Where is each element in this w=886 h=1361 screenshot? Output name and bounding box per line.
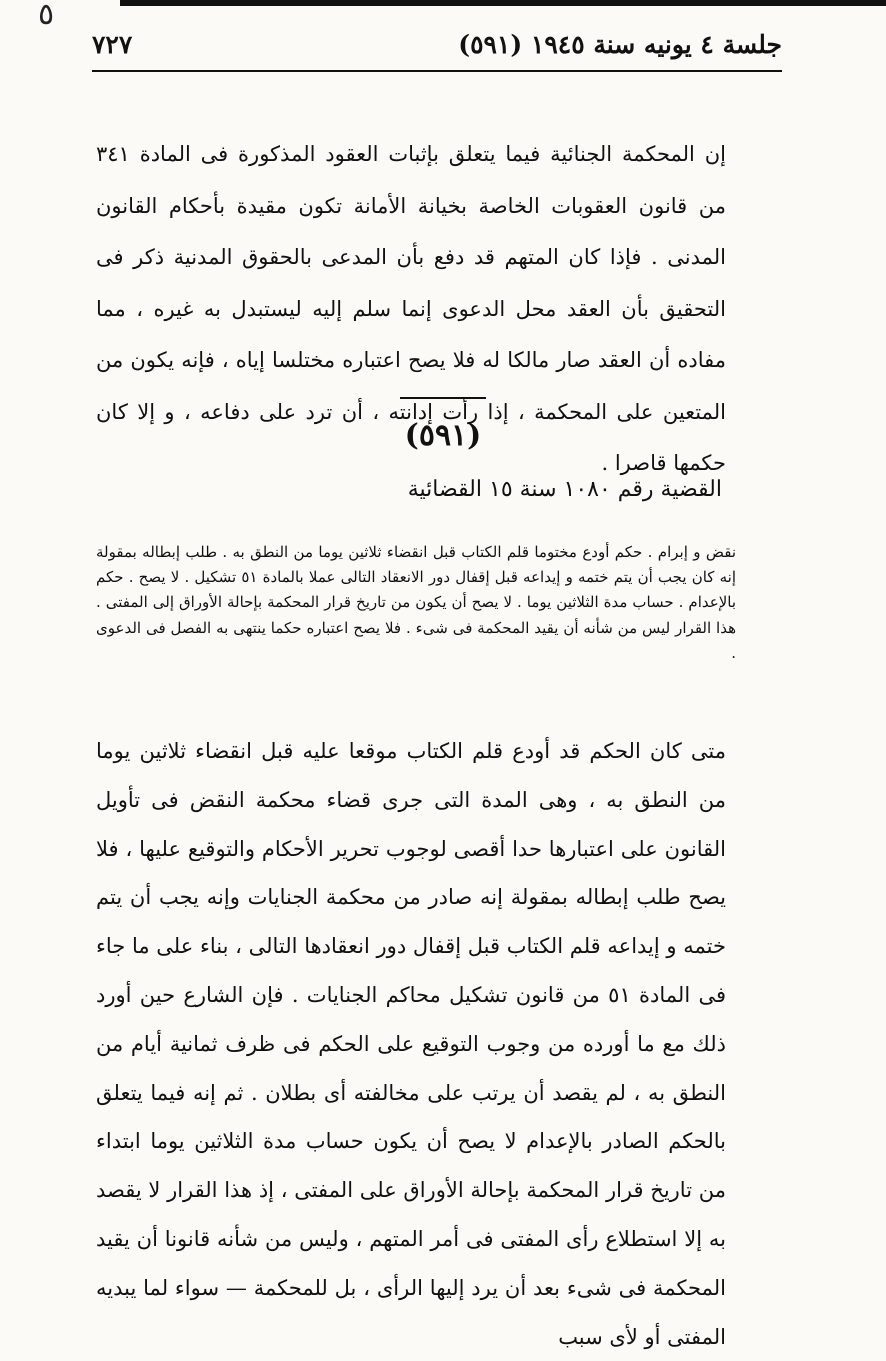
case-number-heading: (٥٩١): [404, 418, 482, 453]
header-title: جلسة ٤ يونيه سنة ١٩٤٥ (٥٩١): [458, 30, 782, 59]
top-border-line: [120, 0, 886, 6]
handwritten-mark: ٥: [38, 0, 55, 32]
case-reference: القضية رقم ١٠٨٠ سنة ١٥ القضائية: [407, 477, 722, 502]
ruling-paragraph: متى كان الحكم قد أودع قلم الكتاب موقعا عليه قبل انقضاء ثلاثين يوما من النطق به ، وهى المدة التى جرى قضاء محكمة النقض فى تأويل القانون على اعتبارها حدا أقصى لوجوب تحرير الأحكام والتوقيع عليها ، فلا يصح طلب إبطاله بمقولة إنه صادر من محكمة الجنايات وإنه يجب أن يتم ختمه و إيداعه قلم الكتاب قبل إقفال دور انعقادها التالى ، بناء على ما جاء فى المادة ٥١ من قانون تشكيل محاكم الجنايات . فإن الشارع حين أورد ذلك مع ما أورده من وجوب التوقيع على الحكم فى ظرف ثمانية أيام من النطق به ، لم يقصد أن يرتب على مخالفته أى بطلان . ثم إنه فيما يتعلق بالحكم الصادر بالإعدام لا يصح أن يكون حساب مدة الثلاثين يوما ابتداء من تاريخ قرار المحكمة بإحالة الأوراق على المفتى ، إذ هذا القرار لا يقصد به إلا استطلاع رأى المفتى فى أمر المتهم ، وليس من شأنه قانونا أن يقيد المحكمة فى شىء بعد أن يرد إليها الرأى ، بل للمحكمة — سواء لما يبديه المفتى أو لأى سبب: [96, 739, 726, 1349]
running-header: [92, 30, 782, 66]
header-rule: [92, 70, 782, 72]
case-summary: نقض و إبرام . حكم أودع مختوما قلم الكتاب قبل انقضاء ثلاثين يوما من النطق به . طلب إبطاله بمقولة إنه كان يجب أن يتم ختمه و إيداعه قبل إقفال دور الانعقاد التالى عملا بالمادة ٥١ تشكيل . لا يصح . حكم بالإعدام . حساب مدة الثلاثين يوما . لا يصح أن يكون من تاريخ قرار المحكمة بإحالة الأوراق إلى المفتى . هذا القرار ليس من شأنه أن يقيد المحكمة فى شىء . فلا يصح اعتباره حكما ينتهى به الفصل فى الدعوى .: [96, 543, 736, 662]
continuation-paragraph: إن المحكمة الجنائية فيما يتعلق بإثبات العقود المذكورة فى المادة ٣٤١ من قانون العقوبات الخاصة بخيانة الأمانة تكون مقيدة بأحكام القانون المدنى . فإذا كان المتهم قد دفع بأن المدعى بالحقوق المدنية ذكر فى التحقيق بأن العقد محل الدعوى إنما سلم إليه ليستبدل به غيره ، مما مفاده أن العقد صار مالكا له فلا يصح اعتباره مختلسا إياه ، فإنه يكون من المتعين على المحكمة ، إذا رأت إدانته ، أن ترد على دفاعه ، و إلا كان حكمها قاصرا .: [96, 142, 726, 475]
page-number: ٧٢٧: [92, 30, 133, 59]
section-separator: [400, 397, 486, 399]
